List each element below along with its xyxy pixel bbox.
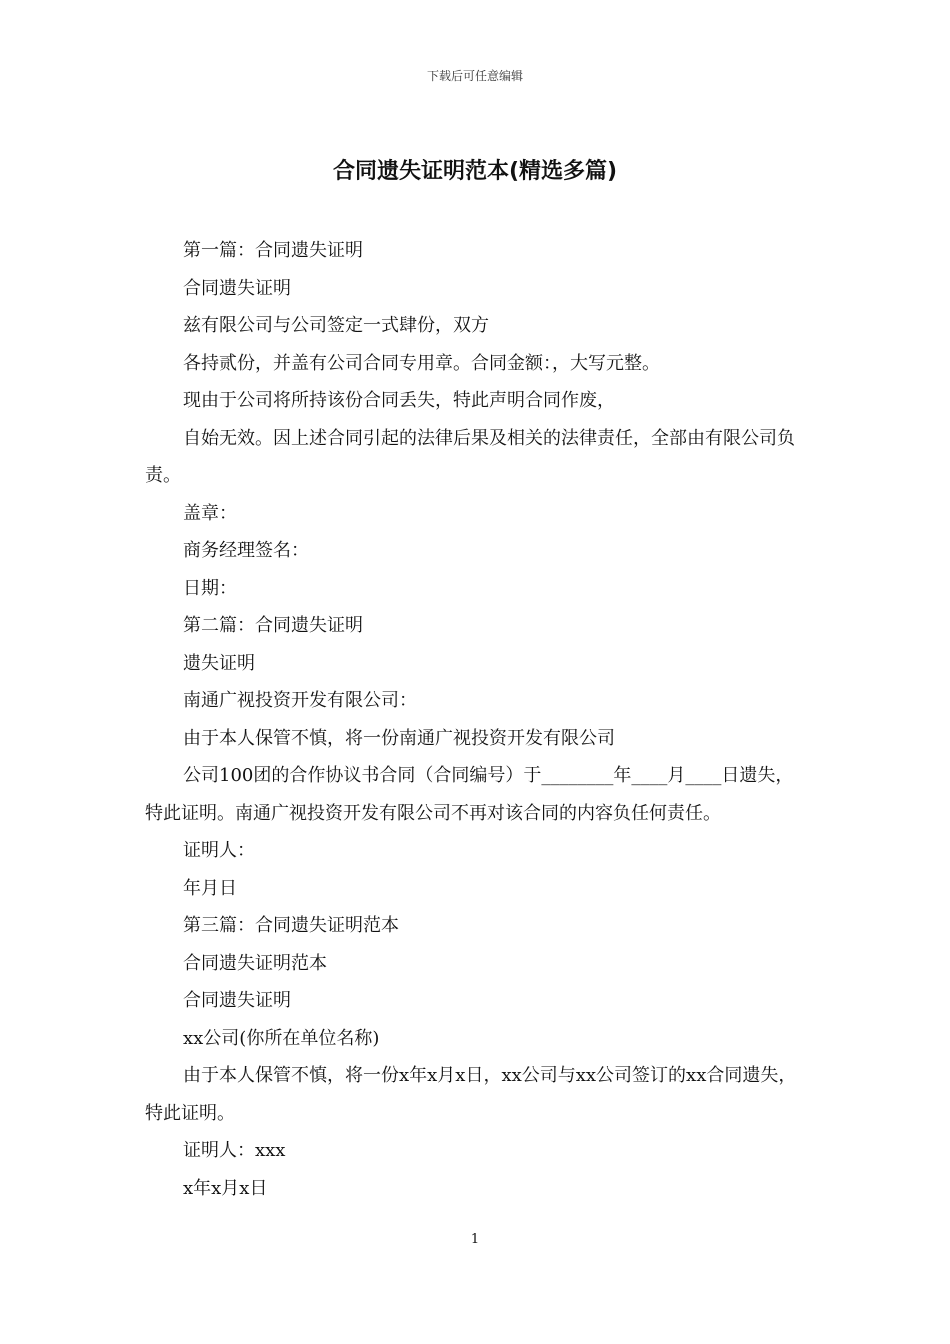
paragraph: 合同遗失证明 [183,990,291,1011]
paragraph: 现由于公司将所持该份合同丢失，特此声明合同作废， [183,390,615,411]
paragraph: 由于本人保管不慎，将一份x年x月x日，xx公司与xx公司签订的xx合同遗失，特此证明。 [145,1065,797,1124]
paragraph: 各持贰份，并盖有公司合同专用章。合同金额：，大写元整。 [183,352,660,374]
witness-line: 证明人：xxx [183,1140,286,1161]
paragraph: 公司100团的合作协议书合同（合同编号）于________年____月____日遗失，特此证明。南通广视投资开发有限公司不再对该合同的内容负任何责任。 [145,765,794,824]
signature-line: 商务经理签名： [183,540,309,561]
paragraph: 遗失证明 [183,652,255,674]
paragraph: 由于本人保管不慎，将一份南通广视投资开发有限公司 [183,727,615,749]
paragraph: 合同遗失证明 [183,277,291,299]
header-note: 下载后可任意编辑 [426,69,523,83]
date-line: 年月日 [183,877,237,899]
document-title: 合同遗失证明范本(精选多篇) [332,159,618,184]
witness-line: 证明人： [183,840,255,861]
paragraph: 自始无效。因上述合同引起的法律后果及相关的法律责任，全部由有限公司负责。 [145,427,795,486]
paragraph: 合同遗失证明范本 [183,952,327,974]
paragraph: 兹有限公司与公司签定一式肆份，双方 [183,315,489,336]
page-number: 1 [470,1232,480,1247]
paragraph: xx公司(你所在单位名称) [183,1027,380,1049]
seal-line: 盖章： [183,502,237,524]
date-line: 日期： [183,577,237,599]
section-heading-2: 第二篇：合同遗失证明 [183,615,363,636]
section-heading-1: 第一篇：合同遗失证明 [183,240,363,261]
date-line: x年x月x日 [183,1177,268,1199]
paragraph: 南通广视投资开发有限公司： [183,690,417,711]
document-body [145,232,810,1207]
section-heading-3: 第三篇：合同遗失证明范本 [183,915,399,936]
